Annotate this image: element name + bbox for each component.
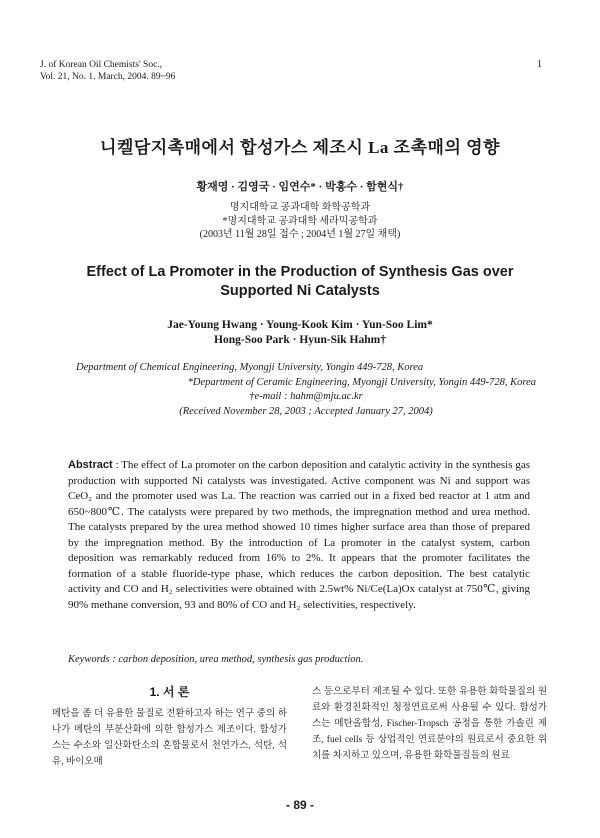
korean-affiliations	[0, 201, 600, 242]
korean-authors: 황재영 · 김영국 · 임연수* · 박홍수 · 함현식†	[196, 181, 404, 193]
department-ceramic: *Department of Ceramic Engineering, Myongji University, Yongin 449-728, Korea	[187, 376, 536, 388]
english-authors-line-2: Hong-Soo Park · Hyun-Sik Hahm†	[214, 334, 386, 346]
email: †e-mail : hahm@mju.ac.kr	[249, 391, 363, 402]
korean-dates: (2003년 11월 28일 접수 ; 2004년 1월 27일 채택)	[199, 229, 401, 240]
korean-affiliation-2: *명지대학교 공과대학 세라믹공학과	[222, 215, 378, 227]
english-affiliations	[76, 361, 536, 419]
journal-header	[40, 59, 175, 83]
english-authors-line-1: Jae-Young Hwang · Young-Kook Kim · Yun-Soo Lim*	[167, 319, 433, 331]
department-chemical: Department of Chemical Engineering, Myongji University, Yongin 449-728, Korea	[76, 362, 424, 373]
section-title: 1. 서 론	[149, 685, 190, 699]
body-left-text: 메탄을 좀 더 유용한 물질로 전환하고자 하는 연구 중의 하나가 메탄의 부분산화에 의한 합성가스 제조이다. 합성가스는 수소와 일산화탄소의 혼합물로서 천연가스, 석탄, 석유, 바이오매	[52, 709, 287, 767]
body-right-text: 스 등으로부터 제조될 수 있다. 또한 유용한 화학물질의 원료와 환경친화적인 청정연료로써 사용될 수 있다. 합성가스는 메탄올합성, Fischer-Tropsch 공정을 통한 가솔린 제조, fuel cells 등 상업적인 연료분야의 원료로서 중요한 위치를 차지하고 있으며, 유용한 화학물질들의 원료	[312, 687, 547, 761]
english-title-line-2: Supported Ni Catalysts	[220, 283, 380, 299]
abstract	[68, 458, 530, 613]
journal-name: J. of Korean Oil Chemists' Soc.,	[40, 60, 163, 70]
abstract-text: : The effect of La promoter on the carbon deposition and catalytic activity in the synthesis gas production with supported Ni catalysts was investigated. Active component was Ni and support was CeO₂ and the promoter used was La. The reaction was carried out in a fixed bed reactor at 1 atm and 650~800℃. The catalysts were prepared by two methods, the impregnation method and urea method. The catalysts prepared by the urea method showed 10 times higher surface area than those of prepared by the impregnation method. By the introduction of La promoter in the catalyst system, carbon deposition was remarkably reduced from 16% to 2%. It appears that the promoter facilitates the formation of a stable fluoride-type phase, which reduces the carbon deposition. The best catalytic activity and CO and H₂ selectivities were obtained with 2.5wt% Ni/Ce(La)Ox catalyst at 750℃, giving 90% methane conversion, 93 and 80% of CO and H₂ selectivities, respectively.	[68, 459, 530, 611]
english-authors	[0, 318, 600, 348]
body-right-column	[312, 684, 547, 764]
keywords: Keywords : carbon deposition, urea method, synthesis gas production.	[68, 654, 364, 665]
abstract-label: Abstract	[68, 459, 113, 471]
english-title	[0, 263, 600, 301]
korean-affiliation-1: 명지대학교 공과대학 화학공학과	[229, 202, 371, 213]
korean-title: 니켈담지촉매에서 합성가스 제조시 La 조촉매의 영향	[100, 138, 500, 157]
page-number: 1	[537, 59, 542, 70]
english-title-line-1: Effect of La Promoter in the Production of Synthesis Gas over	[86, 264, 514, 280]
received-dates: (Received November 28, 2003 ; Accepted January 27, 2004)	[179, 405, 433, 417]
body-left-column	[52, 684, 287, 770]
journal-volume: Vol. 21, No. 1. March, 2004. 89~96	[40, 72, 176, 82]
page-footer-number: - 89 -	[285, 798, 314, 812]
